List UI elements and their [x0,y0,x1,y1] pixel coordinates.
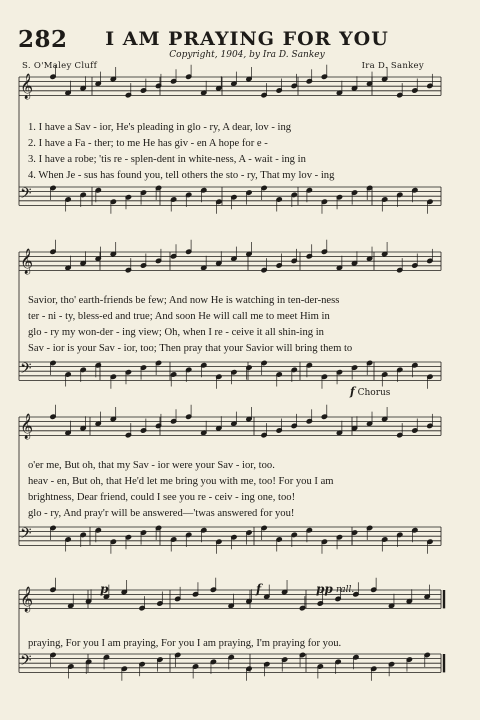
pianissimo-marking: pp [316,582,333,596]
lyric-line: praying, For you I am praying, For you I am praying, I'm praying for you. [28,638,342,649]
svg-text:𝄞: 𝄞 [20,587,34,612]
hymn-title: I AM PRAYING FOR YOU [105,28,389,50]
svg-text:𝄢: 𝄢 [20,360,32,381]
forte-marking: f [350,385,355,398]
lyric-line: 4. When Je - sus has found you, tell others the sto - ry, That my lov - ing [28,170,335,181]
svg-text:𝄢: 𝄢 [20,525,32,546]
svg-text:𝄞: 𝄞 [20,74,34,99]
lyric-line: 1. I have a Sav - ior, He's pleading in glo - ry, A dear, lov - ing [28,122,292,133]
lyric-line: 3. I have a robe; 'tis re - splen-dent in white-ness, A - wait - ing in [28,154,306,165]
composer-credit: Ira D. Sankey [361,61,424,71]
chorus-label: Chorus [357,388,391,398]
forte-marking: f [256,582,262,596]
piano-marking: p [100,582,109,596]
lyric-line: o'er me, But oh, that my Sav - ior were your Sav - ior, too. [28,460,275,471]
lyric-line: ter - ni - ty, bless-ed and true; And soon He will call me to meet Him in [28,311,330,322]
lyricist-credit: S. O'Maley Cluff [22,61,98,71]
lyric-line: Sav - ior is your Sav - ior, too; Then pray that your Savior will bring them to [28,343,353,354]
svg-text:𝄞: 𝄞 [20,414,34,439]
lyric-line: brightness, Dear friend, could I see you re - ceiv - ing one, too! [28,492,296,503]
copyright-line: Copyright, 1904, by Ira D. Sankey [169,50,325,60]
svg-text:𝄢: 𝄢 [20,652,32,673]
lyric-line: glo - ry, And pray'r will be answered—'twas answered for you! [28,508,295,519]
lyric-line: heav - en, But oh, that He'd let me bring you with me, too! For you I am [28,476,334,487]
rallentando-marking: rall. [336,585,355,595]
hymn-number: 282 [18,26,68,53]
lyric-line: glo - ry my won-der - ing view; Oh, when I re - ceive it all shin-ing in [28,327,324,338]
lyric-line: Savior, tho' earth-friends be few; And now He is watching in ten-der-ness [28,295,340,306]
svg-text:𝄢: 𝄢 [20,185,32,206]
lyric-line: 2. I have a Fa - ther; to me He has giv - en A hope for e - [28,138,268,149]
chorus-marking [350,385,390,398]
svg-text:𝄞: 𝄞 [20,249,34,274]
